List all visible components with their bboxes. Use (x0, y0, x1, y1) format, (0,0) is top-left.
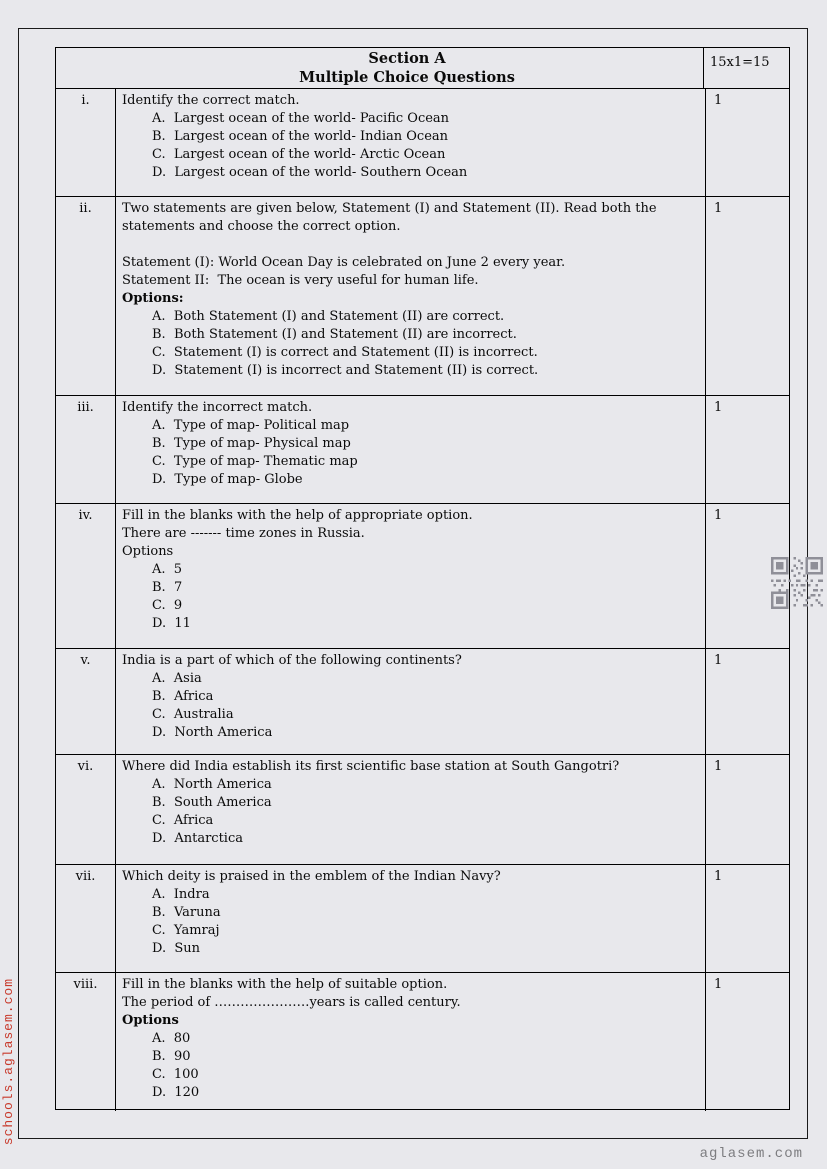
question-content (116, 197, 706, 395)
question-number: vii. (56, 865, 116, 972)
question-row (56, 197, 789, 396)
answer-option: D. Largest ocean of the world- Southern Ocean (152, 165, 468, 180)
question-marks: 1 (714, 759, 723, 774)
question-text: The period of ………………….years is called century. (122, 995, 461, 1010)
question-text: Options (122, 1013, 179, 1028)
question-row (56, 973, 789, 1111)
answer-option: D. 11 (152, 616, 191, 631)
question-table (55, 47, 790, 1110)
question-text: Identify the incorrect match. (122, 400, 313, 415)
answer-option: D. Sun (152, 941, 201, 956)
question-marks: 1 (714, 400, 723, 415)
question-text: Statement II: The ocean is very useful for human life. (122, 273, 479, 288)
section-header (56, 48, 704, 88)
answer-option: B. Largest ocean of the world- Indian Ocean (152, 129, 449, 144)
question-text: Where did India establish its first scientific base station at South Gangotri? (122, 759, 620, 774)
question-text (122, 236, 695, 254)
answer-option: B. Type of map- Physical map (152, 436, 351, 451)
answer-option: B. Varuna (152, 905, 221, 920)
answer-option: A. Largest ocean of the world- Pacific Ocean (152, 111, 450, 126)
watermark-left: schools.aglasem.com (1, 977, 16, 1145)
answer-option: C. Africa (152, 813, 214, 828)
question-content (116, 504, 706, 648)
answer-option: B. South America (152, 795, 272, 810)
table-header-row (56, 48, 789, 89)
question-content (116, 89, 706, 196)
question-text: Statement (I): World Ocean Day is celebrated on June 2 every year. (122, 255, 566, 270)
section-marks-total: 15x1=15 (710, 55, 770, 70)
section-subtitle: Multiple Choice Questions (299, 69, 515, 86)
question-text: Identify the correct match. (122, 93, 300, 108)
section-title: Section A (368, 50, 446, 67)
question-text: Options: (122, 291, 184, 306)
question-text: Fill in the blanks with the help of suitable option. (122, 977, 448, 992)
answer-option: C. 9 (152, 598, 183, 613)
answer-option: D. Type of map- Globe (152, 472, 303, 487)
watermark-bottom-right: aglasem.com (699, 1146, 803, 1162)
question-marks: 1 (714, 508, 723, 523)
answer-option: A. Asia (152, 671, 202, 686)
answer-option: B. Both Statement (I) and Statement (II) are incorrect. (152, 327, 517, 342)
questions-body (56, 89, 789, 1111)
answer-option: A. North America (152, 777, 272, 792)
question-content (116, 973, 706, 1111)
question-text: Options (122, 544, 174, 559)
answer-option: B. Africa (152, 689, 214, 704)
question-content (116, 755, 706, 864)
question-row (56, 504, 789, 649)
question-marks: 1 (714, 93, 723, 108)
question-text: Two statements are given below, Statement (I) and Statement (II). Read both the statements and choose the correct option. (122, 201, 661, 234)
answer-option: A. Indra (152, 887, 210, 902)
answer-option: C. 100 (152, 1067, 199, 1082)
answer-option: A. Type of map- Political map (152, 418, 350, 433)
question-text: There are ------- time zones in Russia. (122, 526, 365, 541)
answer-option: B. 90 (152, 1049, 191, 1064)
answer-option: C. Yamraj (152, 923, 220, 938)
question-text: Fill in the blanks with the help of appropriate option. (122, 508, 473, 523)
question-number: ii. (56, 197, 116, 395)
question-marks: 1 (714, 977, 723, 992)
question-number: i. (56, 89, 116, 196)
question-number: iii. (56, 396, 116, 503)
question-number: iv. (56, 504, 116, 648)
answer-option: A. 80 (152, 1031, 191, 1046)
answer-option: B. 7 (152, 580, 183, 595)
question-content (116, 649, 706, 754)
question-number: viii. (56, 973, 116, 1111)
answer-option: D. Antarctica (152, 831, 243, 846)
question-number: vi. (56, 755, 116, 864)
question-marks: 1 (714, 201, 723, 216)
question-text: Which deity is praised in the emblem of the Indian Navy? (122, 869, 501, 884)
question-content (116, 396, 706, 503)
qr-code-icon (771, 557, 823, 609)
question-row (56, 649, 789, 755)
answer-option: D. Statement (I) is incorrect and Statement (II) is correct. (152, 363, 539, 378)
answer-option: A. Both Statement (I) and Statement (II) are correct. (152, 309, 505, 324)
answer-option: C. Type of map- Thematic map (152, 454, 358, 469)
question-marks: 1 (714, 653, 723, 668)
question-row (56, 865, 789, 973)
answer-option: A. 5 (152, 562, 183, 577)
question-row (56, 396, 789, 504)
question-row (56, 89, 789, 197)
question-marks: 1 (714, 869, 723, 884)
answer-option: C. Australia (152, 707, 234, 722)
question-row (56, 755, 789, 865)
question-content (116, 865, 706, 972)
question-text: India is a part of which of the following continents? (122, 653, 462, 668)
answer-option: D. North America (152, 725, 273, 740)
question-number: v. (56, 649, 116, 754)
answer-option: C. Largest ocean of the world- Arctic Ocean (152, 147, 446, 162)
answer-option: C. Statement (I) is correct and Statement (II) is incorrect. (152, 345, 538, 360)
answer-option: D. 120 (152, 1085, 200, 1100)
